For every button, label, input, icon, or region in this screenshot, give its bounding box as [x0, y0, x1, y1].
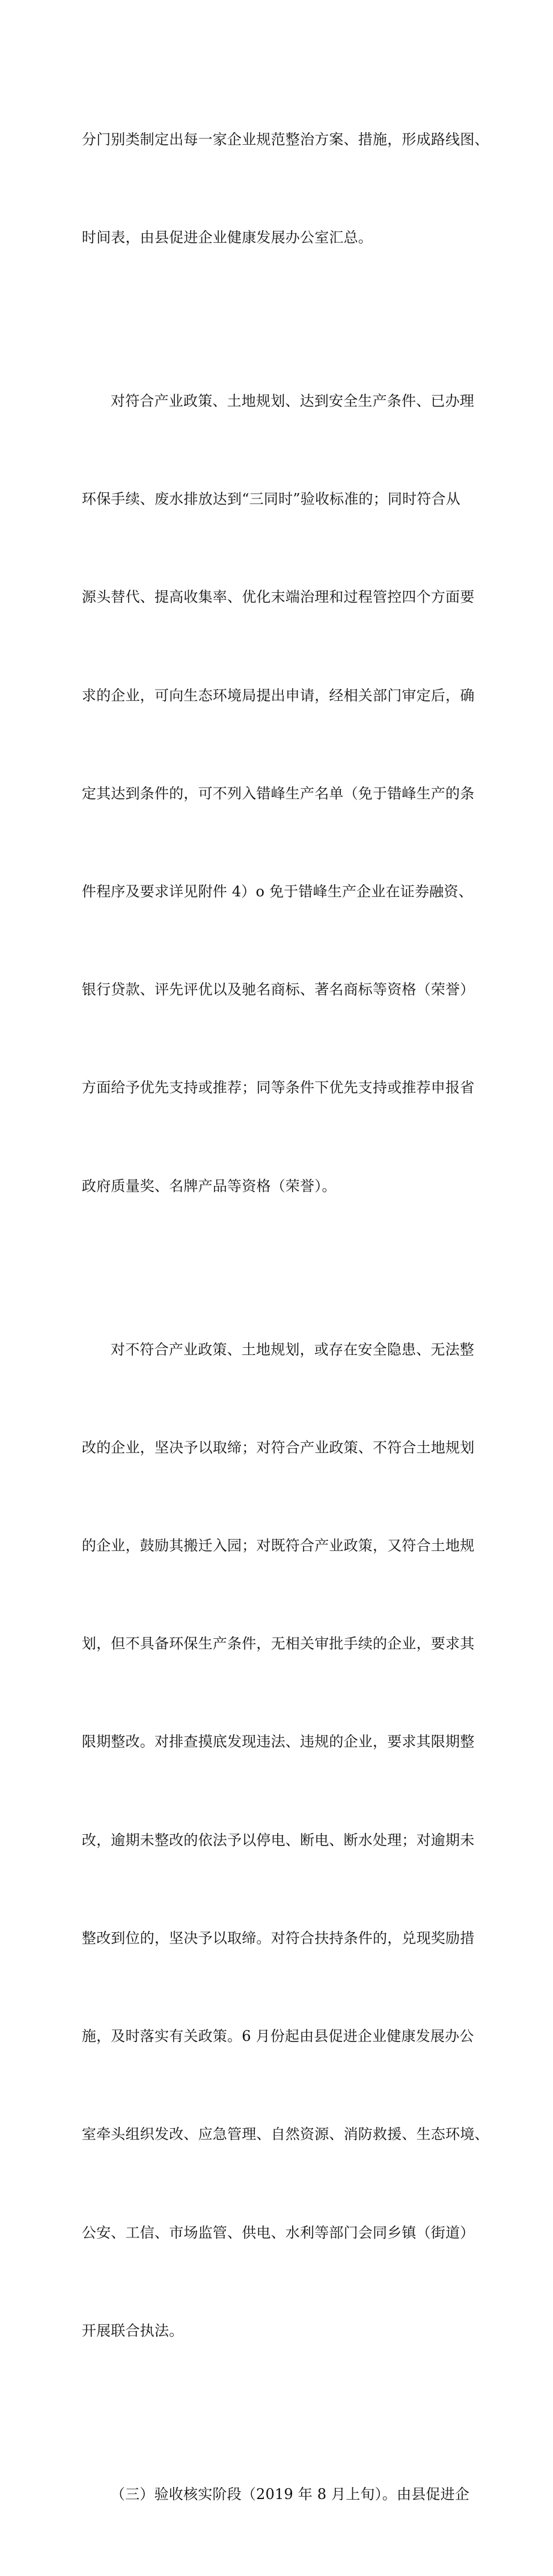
text-line: 改的企业，坚决予以取缔；对符合产业政策、不符合土地规划	[82, 1439, 475, 1456]
paragraph-1	[82, 58, 489, 319]
text-line: 求的企业，可向生态环境局提出申请，经相关部门审定后，确	[82, 687, 475, 704]
text-line: 分门别类制定出每一家企业规范整治方案、措施，形成路线图、	[82, 130, 489, 148]
text-line: 方面给予优先支持或推荐；同等条件下优先支持或推荐申报省	[82, 1079, 475, 1097]
text-line: 的企业，鼓励其搬迁入园；对既符合产业政策，又符合土地规	[82, 1537, 475, 1555]
text-line: 件程序及要求详见附件 4）o 免于错峰生产企业在证券融资、	[82, 883, 473, 901]
text-line: 环保手续、废水排放达到“三同时”验收标准的；同时符合从	[82, 491, 460, 508]
text-line: 对符合产业政策、土地规划、达到安全生产条件、已办理	[111, 393, 474, 410]
paragraph-3	[82, 1268, 489, 2412]
text-line: 银行贷款、评先评优以及驰名商标、著名商标等资格（荣誉）	[82, 981, 475, 999]
text-line: 施，及时落实有关政策。6 月份起由县促进企业健康发展办公	[82, 2028, 474, 2045]
text-line: 限期整改。对排查摸底发现违法、违规的企业，要求其限期整	[82, 1733, 475, 1751]
text-line: 对不符合产业政策、土地规划，或存在安全隐患、无法整	[111, 1341, 474, 1358]
text-line: 政府质量奖、名牌产品等资格（荣誉）。	[82, 1177, 337, 1195]
text-line: 室牵头组织发改、应急管理、自然资源、消防救援、生态环境、	[82, 2126, 489, 2143]
text-line: 划，但不具备环保生产条件，无相关审批手续的企业，要求其	[82, 1635, 475, 1653]
text-line: 整改到位的，坚决予以取缔。对符合扶持条件的，兑现奖励措	[82, 1929, 475, 1947]
document-body	[82, 58, 489, 2576]
text-line: 开展联合执法。	[82, 2322, 184, 2339]
text-line: 定其达到条件的，可不列入错峰生产名单（免于错峰生产的条	[82, 785, 475, 802]
section-heading-line: （三）验收核实阶段（2019 年 8 月上旬）。由县促进企	[111, 2485, 470, 2503]
text-line: 时间表，由县促进企业健康发展办公室汇总。	[82, 229, 373, 246]
paragraph-2	[82, 319, 486, 1268]
text-line: 源头替代、提高收集率、优化末端治理和过程管控四个方面要	[82, 589, 475, 606]
text-line: 改，逾期未整改的依法予以停电、断电、断水处理；对逾期未	[82, 1831, 475, 1849]
paragraph-4	[82, 2412, 486, 2576]
text-line: 公安、工信、市场监管、供电、水利等部门会同乡镇（街道）	[82, 2224, 475, 2241]
